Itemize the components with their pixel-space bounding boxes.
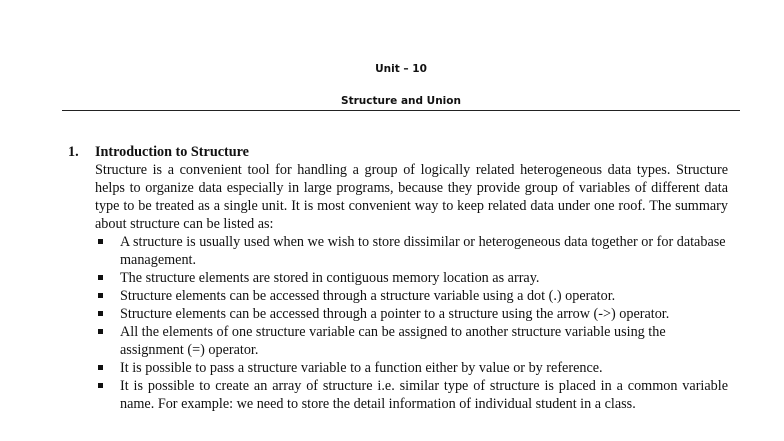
- list-item-text: All the elements of one structure variable can be assigned to another structure variable using the assignment (=) operator.: [120, 324, 666, 358]
- list-item-text: Structure elements can be accessed through a pointer to a structure using the arrow (->) operator.: [120, 306, 670, 322]
- list-item-text: The structure elements are stored in contiguous memory location as array.: [120, 270, 540, 286]
- list-item-text: It is possible to pass a structure variable to a function either by value or by reference.: [120, 360, 603, 376]
- section-number: 1.: [68, 144, 79, 160]
- list-item: [95, 269, 728, 287]
- subject-title: Structure and Union: [341, 95, 461, 107]
- intro-paragraph: Structure is a convenient tool for handling a group of logically related heterogeneous data types. Structure helps to organize data especially in large programs, because they provide group of variables of different data type to be treated as a single unit. It is most convenient way to keep related data under one roof. The summary about structure can be listed as:: [95, 162, 728, 232]
- summary-list: [95, 233, 728, 413]
- square-bullet-icon: [95, 269, 120, 287]
- list-item: [95, 377, 728, 413]
- list-item: [95, 287, 728, 305]
- list-item: [95, 359, 728, 377]
- list-item: [95, 233, 728, 269]
- section-heading: [68, 143, 728, 161]
- square-bullet-icon: [95, 287, 120, 305]
- list-item-text: A structure is usually used when we wish to store dissimilar or heterogeneous data together or for database management.: [120, 234, 726, 268]
- square-bullet-icon: [95, 305, 120, 323]
- square-bullet-icon: [95, 233, 120, 251]
- list-item: [95, 305, 728, 323]
- title-divider: [62, 110, 740, 111]
- unit-title: Unit – 10: [375, 63, 427, 75]
- square-bullet-icon: [95, 323, 120, 341]
- list-item-text: It is possible to create an array of structure i.e. similar type of structure is placed in a common variable name. For example: we need to store the detail information of individual student in a class.: [120, 378, 728, 412]
- list-item: [95, 323, 728, 359]
- square-bullet-icon: [95, 359, 120, 377]
- section-introduction: [68, 143, 728, 413]
- list-item-text: Structure elements can be accessed through a structure variable using a dot (.) operator.: [120, 288, 616, 304]
- square-bullet-icon: [95, 377, 120, 395]
- section-heading-text: Introduction to Structure: [95, 144, 249, 160]
